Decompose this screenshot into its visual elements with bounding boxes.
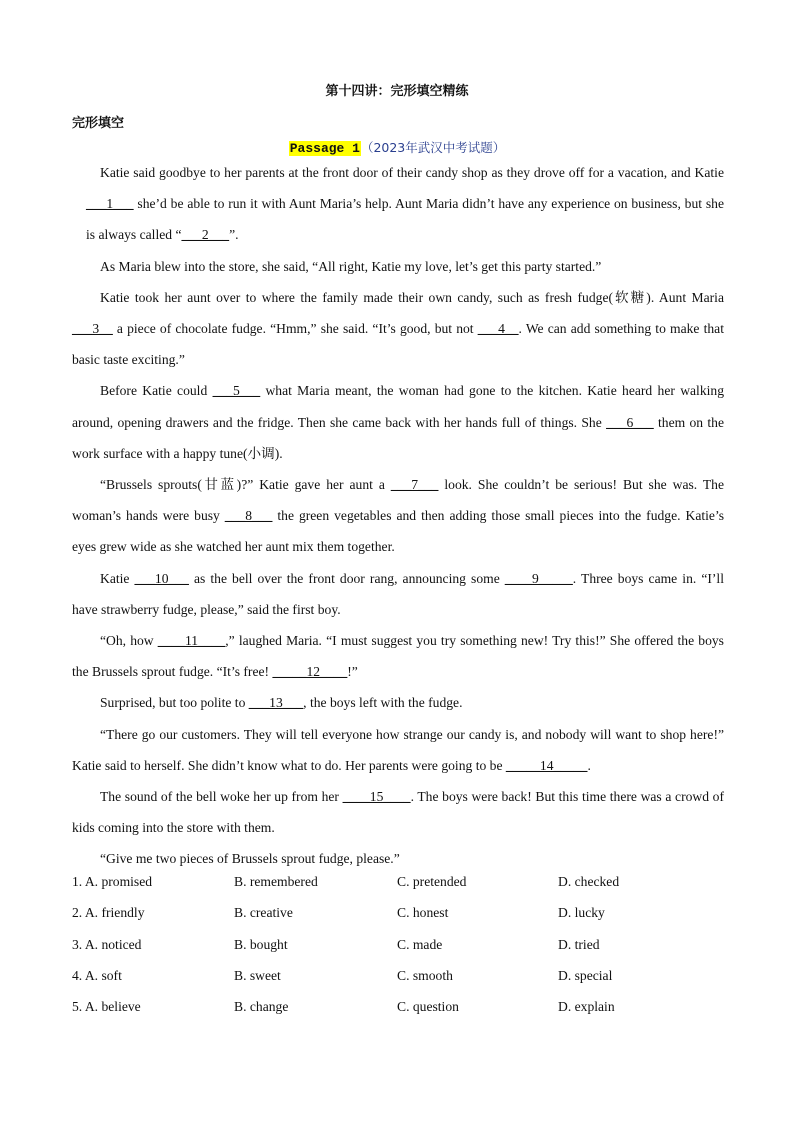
option-a[interactable]: 5. A. believe	[72, 999, 141, 1015]
option-b[interactable]: B. creative	[234, 905, 293, 921]
text: !”	[347, 664, 358, 680]
option-c[interactable]: C. pretended	[397, 874, 467, 889]
blank-6: ___6___	[606, 414, 654, 430]
paragraph-5	[72, 469, 724, 563]
paragraph-3	[72, 282, 724, 376]
blank-8: ___8___	[224, 508, 273, 524]
text: Surprised, but too polite to	[100, 695, 249, 711]
option-a[interactable]: 1. A. promised	[72, 874, 153, 889]
option-d[interactable]: D. lucky	[558, 905, 605, 921]
blank-13: ___13___	[248, 695, 304, 711]
text: Katie said goodbye to her parents at the front door of their candy shop as they drove off for a vacation, and Katie	[100, 165, 724, 180]
blank-9: ____9_____	[504, 570, 573, 586]
answer-options	[72, 874, 732, 1030]
option-c[interactable]: C. smooth	[397, 967, 453, 983]
option-b[interactable]: B. remembered	[234, 874, 318, 889]
option-row-1	[72, 874, 732, 905]
text: she’d be able to run it with Aunt Maria’s help. Aunt Maria didn’t have any experience on business, but she is always called “	[86, 196, 724, 243]
blank-3: ___3__	[72, 321, 113, 337]
text: “There go our customers. They will tell everyone how strange our candy is, and nobody will want to shop here!” Katie said to herself. She didn’t know what to do. Her parents were going to be	[72, 726, 724, 773]
option-b[interactable]: B. sweet	[234, 967, 281, 983]
text: them on the work surface with a happy tune(小调).	[72, 414, 725, 461]
paragraph-6	[72, 563, 724, 625]
blank-10: ___10___	[134, 570, 189, 586]
option-c[interactable]: C. question	[397, 999, 459, 1015]
paragraph-1	[72, 157, 724, 251]
option-d[interactable]: D. checked	[558, 874, 620, 889]
paragraph-9	[72, 719, 724, 781]
text: Katie	[100, 570, 135, 586]
option-a[interactable]: 2. A. friendly	[72, 905, 145, 921]
option-d[interactable]: D. special	[558, 967, 613, 983]
text: the green vegetables and then adding those small pieces into the fudge. Katie’s eyes grew wide as she watched her aunt mix them together.	[72, 508, 725, 555]
passage-label: Passage 1	[289, 141, 360, 156]
paragraph-7	[72, 625, 724, 687]
option-d[interactable]: D. tried	[558, 936, 600, 952]
option-row-2	[72, 905, 732, 936]
blank-14: _____14_____	[505, 757, 588, 773]
text: “Brussels sprouts(甘蓝)?” Katie gave her aunt a	[100, 477, 391, 493]
paragraph-2: As Maria blew into the store, she said, “All right, Katie my love, let’s get this party started.”	[100, 258, 602, 274]
option-b[interactable]: B. change	[234, 999, 289, 1015]
text: Katie took her aunt over to where the family made their own candy, such as fresh fudge(软糖). Aunt Maria	[100, 289, 724, 305]
text: ”.	[229, 227, 239, 243]
option-a[interactable]: 4. A. soft	[72, 967, 122, 983]
option-row-3	[72, 937, 732, 968]
option-row-4	[72, 968, 732, 999]
option-d[interactable]: D. explain	[558, 999, 615, 1015]
blank-5: ___5___	[212, 383, 261, 399]
text: “Oh, how	[100, 633, 158, 649]
text: The sound of the bell woke her up from her	[100, 789, 343, 805]
text: . The boys were back! But this time there was a crowd of kids coming into the store with them.	[72, 789, 724, 836]
blank-12: _____12____	[272, 664, 348, 680]
text: .	[587, 757, 591, 773]
text: ,” laughed Maria. “I must suggest you try something new! Try this!” She offered the boys the Brussels sprout fudge. “It’s free!	[72, 633, 724, 680]
text: , the boys left with the fudge.	[303, 695, 463, 711]
option-b[interactable]: B. bought	[234, 936, 288, 952]
section-heading: 完形填空	[72, 116, 125, 131]
passage-heading	[0, 138, 794, 156]
text: as the bell over the front door rang, announcing some	[188, 570, 505, 586]
text: a piece of chocolate fudge. “Hmm,” she said. “It’s good, but not	[112, 321, 478, 337]
text: Before Katie could	[100, 383, 213, 399]
text: . We can add something to make that basic taste exciting.”	[72, 321, 724, 368]
paragraph-8	[72, 687, 724, 718]
blank-2: ___2___	[181, 227, 230, 243]
paragraph-4	[72, 375, 724, 469]
blank-15: ____15____	[342, 789, 411, 805]
blank-1: ___1___	[86, 196, 134, 212]
passage-source: （2023年武汉中考试题）	[360, 140, 506, 155]
blank-4: ___4__	[477, 321, 519, 337]
option-row-5	[72, 999, 732, 1030]
option-c[interactable]: C. made	[397, 936, 443, 952]
blank-7: ___7___	[390, 477, 439, 493]
text: . Three boys came in. “I’ll have strawberry fudge, please,” said the first boy.	[72, 570, 724, 617]
option-c[interactable]: C. honest	[397, 905, 449, 921]
page-title: 第十四讲：完形填空精练	[325, 84, 469, 99]
text: what Maria meant, the woman had gone to the kitchen. Katie heard her walking around, opening drawers and the fridge. Then she came back with her hands full of things. She	[72, 383, 724, 430]
paragraph-11: “Give me two pieces of Brussels sprout fudge, please.”	[100, 851, 400, 867]
option-a[interactable]: 3. A. noticed	[72, 936, 142, 952]
passage-body	[72, 157, 724, 875]
text: look. She couldn’t be serious! But she was. The woman’s hands were busy	[72, 477, 724, 524]
paragraph-10	[72, 781, 724, 843]
blank-11: ____11____	[157, 633, 226, 649]
